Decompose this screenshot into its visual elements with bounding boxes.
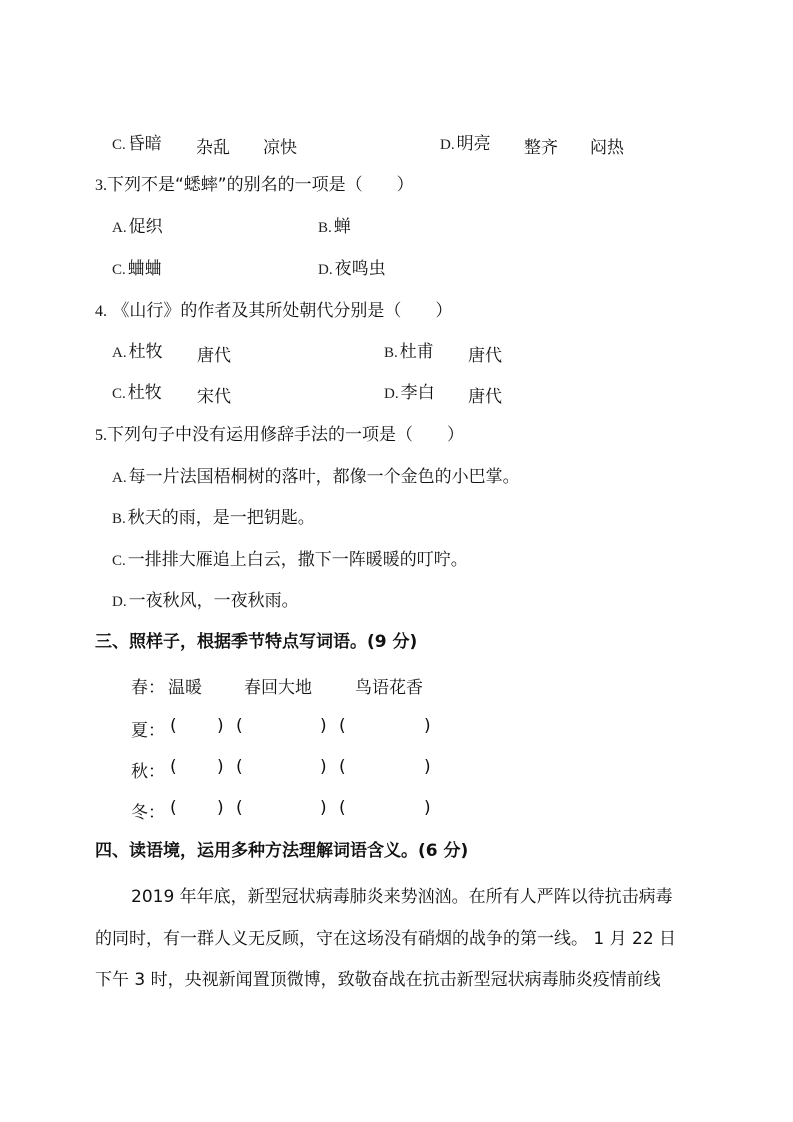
q3-option-d <box>318 258 386 280</box>
option-author: 李白 <box>400 383 435 403</box>
blank-open-paren: ( <box>170 757 177 777</box>
option-author: 杜牧 <box>128 342 163 362</box>
season-label: 秋： <box>131 762 165 782</box>
question-text: 《山行》的作者及其所处朝代分别是（ ） <box>112 301 453 321</box>
passage-line: 2019 年年底，新型冠状病毒肺炎来势汹汹。在所有人严阵以待抗击病毒 <box>131 887 673 907</box>
option-label: B. <box>318 220 332 236</box>
answer-blank[interactable] <box>347 796 421 818</box>
question-text: 下列句子中没有运用修辞手法的一项是（ ） <box>107 425 464 445</box>
section-4-title: 四、读语境，运用多种方法理解词语含义。(6 分) <box>95 841 469 861</box>
blank-close-paren: ) <box>320 716 327 736</box>
question-number: 5. <box>95 427 107 444</box>
blank-open-paren: ( <box>170 798 177 818</box>
blank-close-paren: ) <box>217 798 224 818</box>
q3-option-b <box>318 216 351 238</box>
answer-blank[interactable] <box>244 796 318 818</box>
option-dynasty: 宋代 <box>197 387 231 407</box>
blank-close-paren: ) <box>424 798 431 818</box>
option-label: D. <box>112 594 127 610</box>
answer-blank[interactable] <box>244 714 318 736</box>
option-dynasty: 唐代 <box>468 346 502 366</box>
option-author: 杜牧 <box>127 383 162 403</box>
option-label: A. <box>112 470 127 486</box>
answer-blank[interactable] <box>178 796 216 818</box>
blank-close-paren: ) <box>424 757 431 777</box>
q5-option-d <box>112 590 299 612</box>
example-word: 春回大地 <box>244 678 312 698</box>
option-word: 昏暗 <box>127 134 162 154</box>
question-number: 4. <box>95 303 107 320</box>
option-label: D. <box>318 262 333 278</box>
option-label: D. <box>440 137 455 153</box>
q2-option-c <box>112 133 162 155</box>
blank-open-paren: ( <box>236 757 243 777</box>
passage-line: 的同时，有一群人义无反顾，守在这场没有硝烟的战争的第一线。 1 月 22 日 <box>95 929 677 949</box>
option-dynasty: 唐代 <box>197 346 231 366</box>
answer-blank[interactable] <box>178 755 216 777</box>
option-word: 凉快 <box>263 138 297 158</box>
option-label: C. <box>112 262 126 278</box>
example-word: 温暖 <box>168 678 202 698</box>
blank-close-paren: ) <box>320 798 327 818</box>
answer-blank[interactable] <box>244 755 318 777</box>
q3-stem <box>95 174 414 196</box>
blank-open-paren: ( <box>339 798 346 818</box>
example-word: 鸟语花香 <box>355 678 423 698</box>
blank-open-paren: ( <box>339 757 346 777</box>
q4-option-c <box>112 382 162 404</box>
option-label: B. <box>112 511 126 527</box>
answer-blank[interactable] <box>347 755 421 777</box>
option-text: 促织 <box>128 217 163 237</box>
q4-stem <box>95 300 452 322</box>
blank-close-paren: ) <box>217 716 224 736</box>
blank-open-paren: ( <box>339 716 346 736</box>
q5-option-c <box>112 549 468 571</box>
q2-option-d <box>440 133 491 155</box>
q4-option-a <box>112 341 163 363</box>
answer-blank[interactable] <box>178 714 216 736</box>
option-text: 每一片法国梧桐树的落叶，都像一个金色的小巴掌。 <box>128 467 520 487</box>
q5-option-b <box>112 507 315 529</box>
option-dynasty: 唐代 <box>468 387 502 407</box>
question-text: 下列不是“蟋蟀”的别名的一项是（ ） <box>107 175 414 195</box>
option-label: C. <box>112 386 126 402</box>
blank-close-paren: ) <box>320 757 327 777</box>
season-label: 夏： <box>131 721 165 741</box>
q3-option-a <box>112 216 163 238</box>
option-label: C. <box>112 553 126 569</box>
q4-option-b <box>384 341 434 363</box>
example-season-label: 春： <box>131 678 165 698</box>
q5-option-a <box>112 466 520 488</box>
q4-option-d <box>384 382 435 404</box>
option-label: B. <box>384 345 398 361</box>
option-word: 明亮 <box>456 134 491 154</box>
option-label: A. <box>112 220 127 236</box>
option-text: 蛐蛐 <box>127 259 162 279</box>
option-label: C. <box>112 137 126 153</box>
blank-open-paren: ( <box>236 716 243 736</box>
option-text: 蝉 <box>333 217 351 237</box>
option-word: 闷热 <box>590 138 624 158</box>
option-label: A. <box>112 345 127 361</box>
option-text: 一排排大雁追上白云，撒下一阵暖暖的叮咛。 <box>127 550 468 570</box>
option-author: 杜甫 <box>399 342 434 362</box>
option-word: 整齐 <box>524 138 558 158</box>
q5-stem <box>95 424 464 446</box>
option-text: 夜鸣虫 <box>334 259 386 279</box>
answer-blank[interactable] <box>347 714 421 736</box>
option-word: 杂乱 <box>196 138 230 158</box>
blank-open-paren: ( <box>170 716 177 736</box>
blank-open-paren: ( <box>236 798 243 818</box>
option-label: D. <box>384 386 399 402</box>
season-label: 冬： <box>131 803 165 823</box>
q3-option-c <box>112 258 162 280</box>
passage-line: 下午 3 时，央视新闻置顶微博，致敬奋战在抗击新型冠状病毒肺炎疫情前线 <box>95 970 661 990</box>
blank-close-paren: ) <box>217 757 224 777</box>
option-text: 一夜秋风，一夜秋雨。 <box>128 591 299 611</box>
question-number: 3. <box>95 177 107 194</box>
blank-close-paren: ) <box>424 716 431 736</box>
option-text: 秋天的雨，是一把钥匙。 <box>127 508 315 528</box>
section-3-title: 三、照样子，根据季节特点写词语。(9 分) <box>95 632 418 652</box>
